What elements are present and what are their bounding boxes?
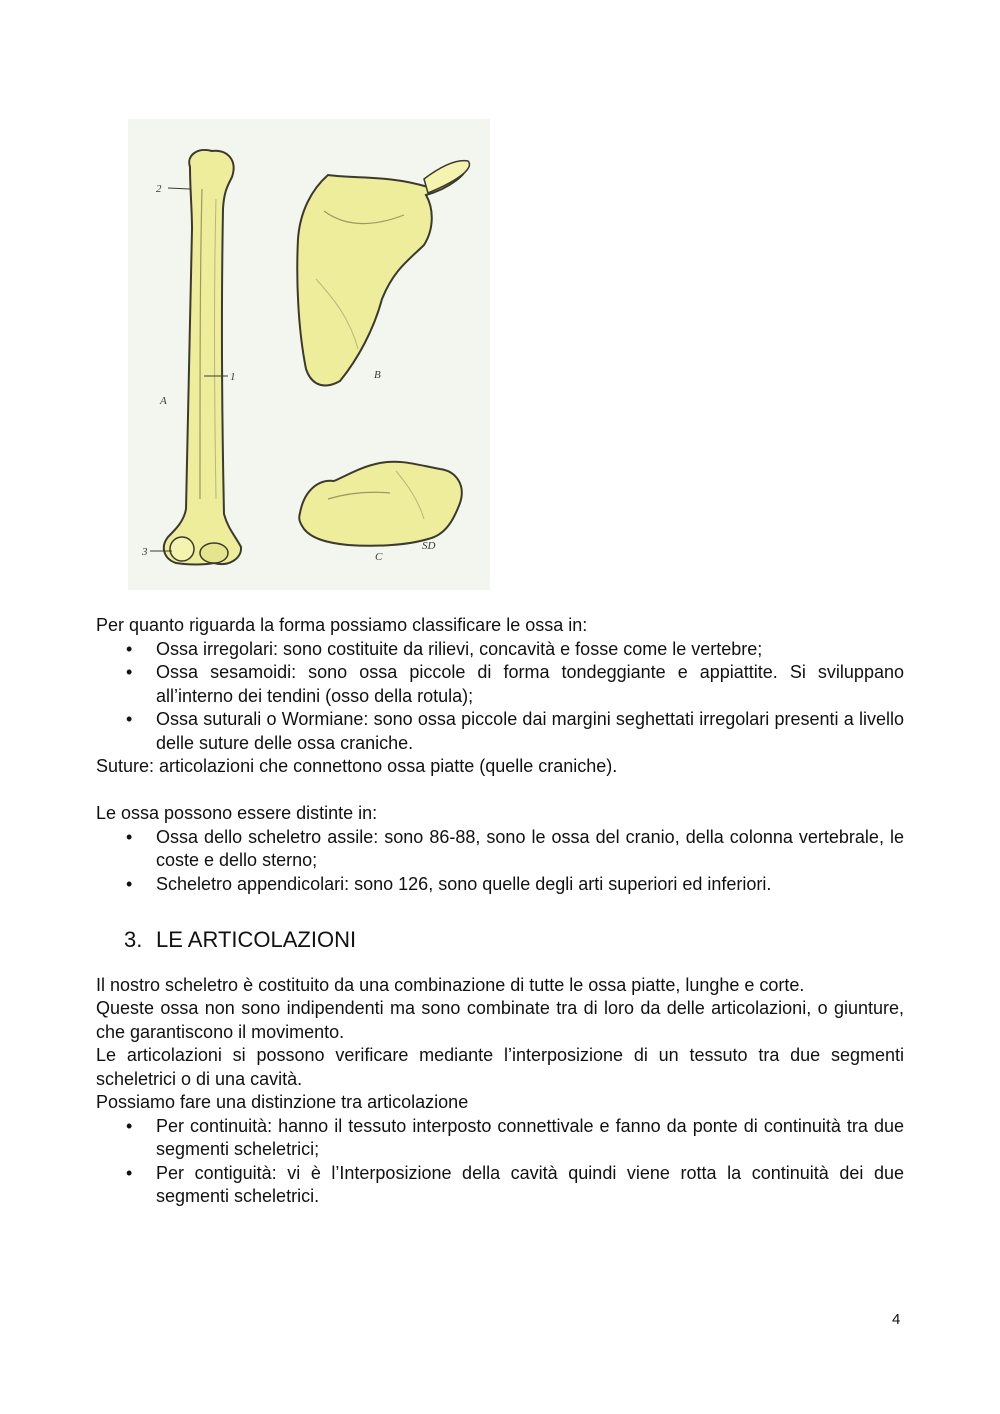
list-item: • Ossa irregolari: sono costituite da rilievi, concavità e fosse come le vertebre; [96, 638, 904, 662]
page-number: 4 [892, 1311, 901, 1328]
list-item: • Ossa sesamoidi: sono ossa piccole di forma tondeggiante e appiattite. Si sviluppano all’interno dei tendini (osso della rotula); [96, 661, 904, 708]
sutures-note: Suture: articolazioni che connettono ossa piatte (quelle craniche). [96, 756, 618, 776]
label-bone-a: A [160, 395, 167, 407]
paragraph: Queste ossa non sono indipendenti ma sono combinate tra di loro da delle articolazioni, o giunture, che garantiscono il movimento. [96, 998, 904, 1042]
bone-shape-list [96, 638, 904, 756]
joint-types-list [96, 1115, 904, 1209]
section1-intro: Per quanto riguarda la forma possiamo classificare le ossa in: [96, 615, 588, 635]
label-bone-c: C [375, 551, 383, 563]
list-item: • Ossa dello scheletro assile: sono 86-88, sono le ossa del cranio, della colonna vertebrale, le coste e dello sterno; [96, 826, 904, 873]
section-heading [124, 928, 904, 952]
heading-title: LE ARTICOLAZIONI [156, 927, 357, 952]
label-bone-b: B [374, 369, 381, 381]
list-item: • Ossa suturali o Wormiane: sono ossa piccole dai margini seghettati irregolari presenti a livello delle suture delle ossa craniche. [96, 708, 904, 755]
bones-illustration [128, 119, 490, 590]
paragraph: Possiamo fare una distinzione tra articolazione [96, 1092, 469, 1112]
spacer [96, 779, 904, 803]
paragraph: Il nostro scheletro è costituito da una combinazione di tutte le ossa piatte, lunghe e corte. [96, 974, 805, 995]
page-body [96, 614, 904, 1209]
artist-signature: SD [422, 540, 436, 552]
bones-illustration-svg [128, 119, 490, 590]
marker-3: 3 [142, 546, 148, 558]
list-item: • Per continuità: hanno il tessuto interposto connettivale e fanno da ponte di continuità tra due segmenti scheletrici; [96, 1115, 904, 1162]
marker-1: 1 [230, 371, 236, 383]
list-item: • Scheletro appendicolari: sono 126, sono quelle degli arti superiori ed inferiori. [96, 873, 904, 897]
skeleton-division-list [96, 826, 904, 897]
marker-2: 2 [156, 183, 162, 195]
section2-intro: Le ossa possono essere distinte in: [96, 803, 378, 823]
heading-number: 3. [124, 927, 143, 952]
paragraph: Le articolazioni si possono verificare mediante l’interposizione di un tessuto tra due segmenti scheletrici o di una cavità. [96, 1045, 904, 1089]
list-item: • Per contiguità: vi è l’Interposizione della cavità quindi viene rotta la continuità dei due segmenti scheletrici. [96, 1162, 904, 1209]
